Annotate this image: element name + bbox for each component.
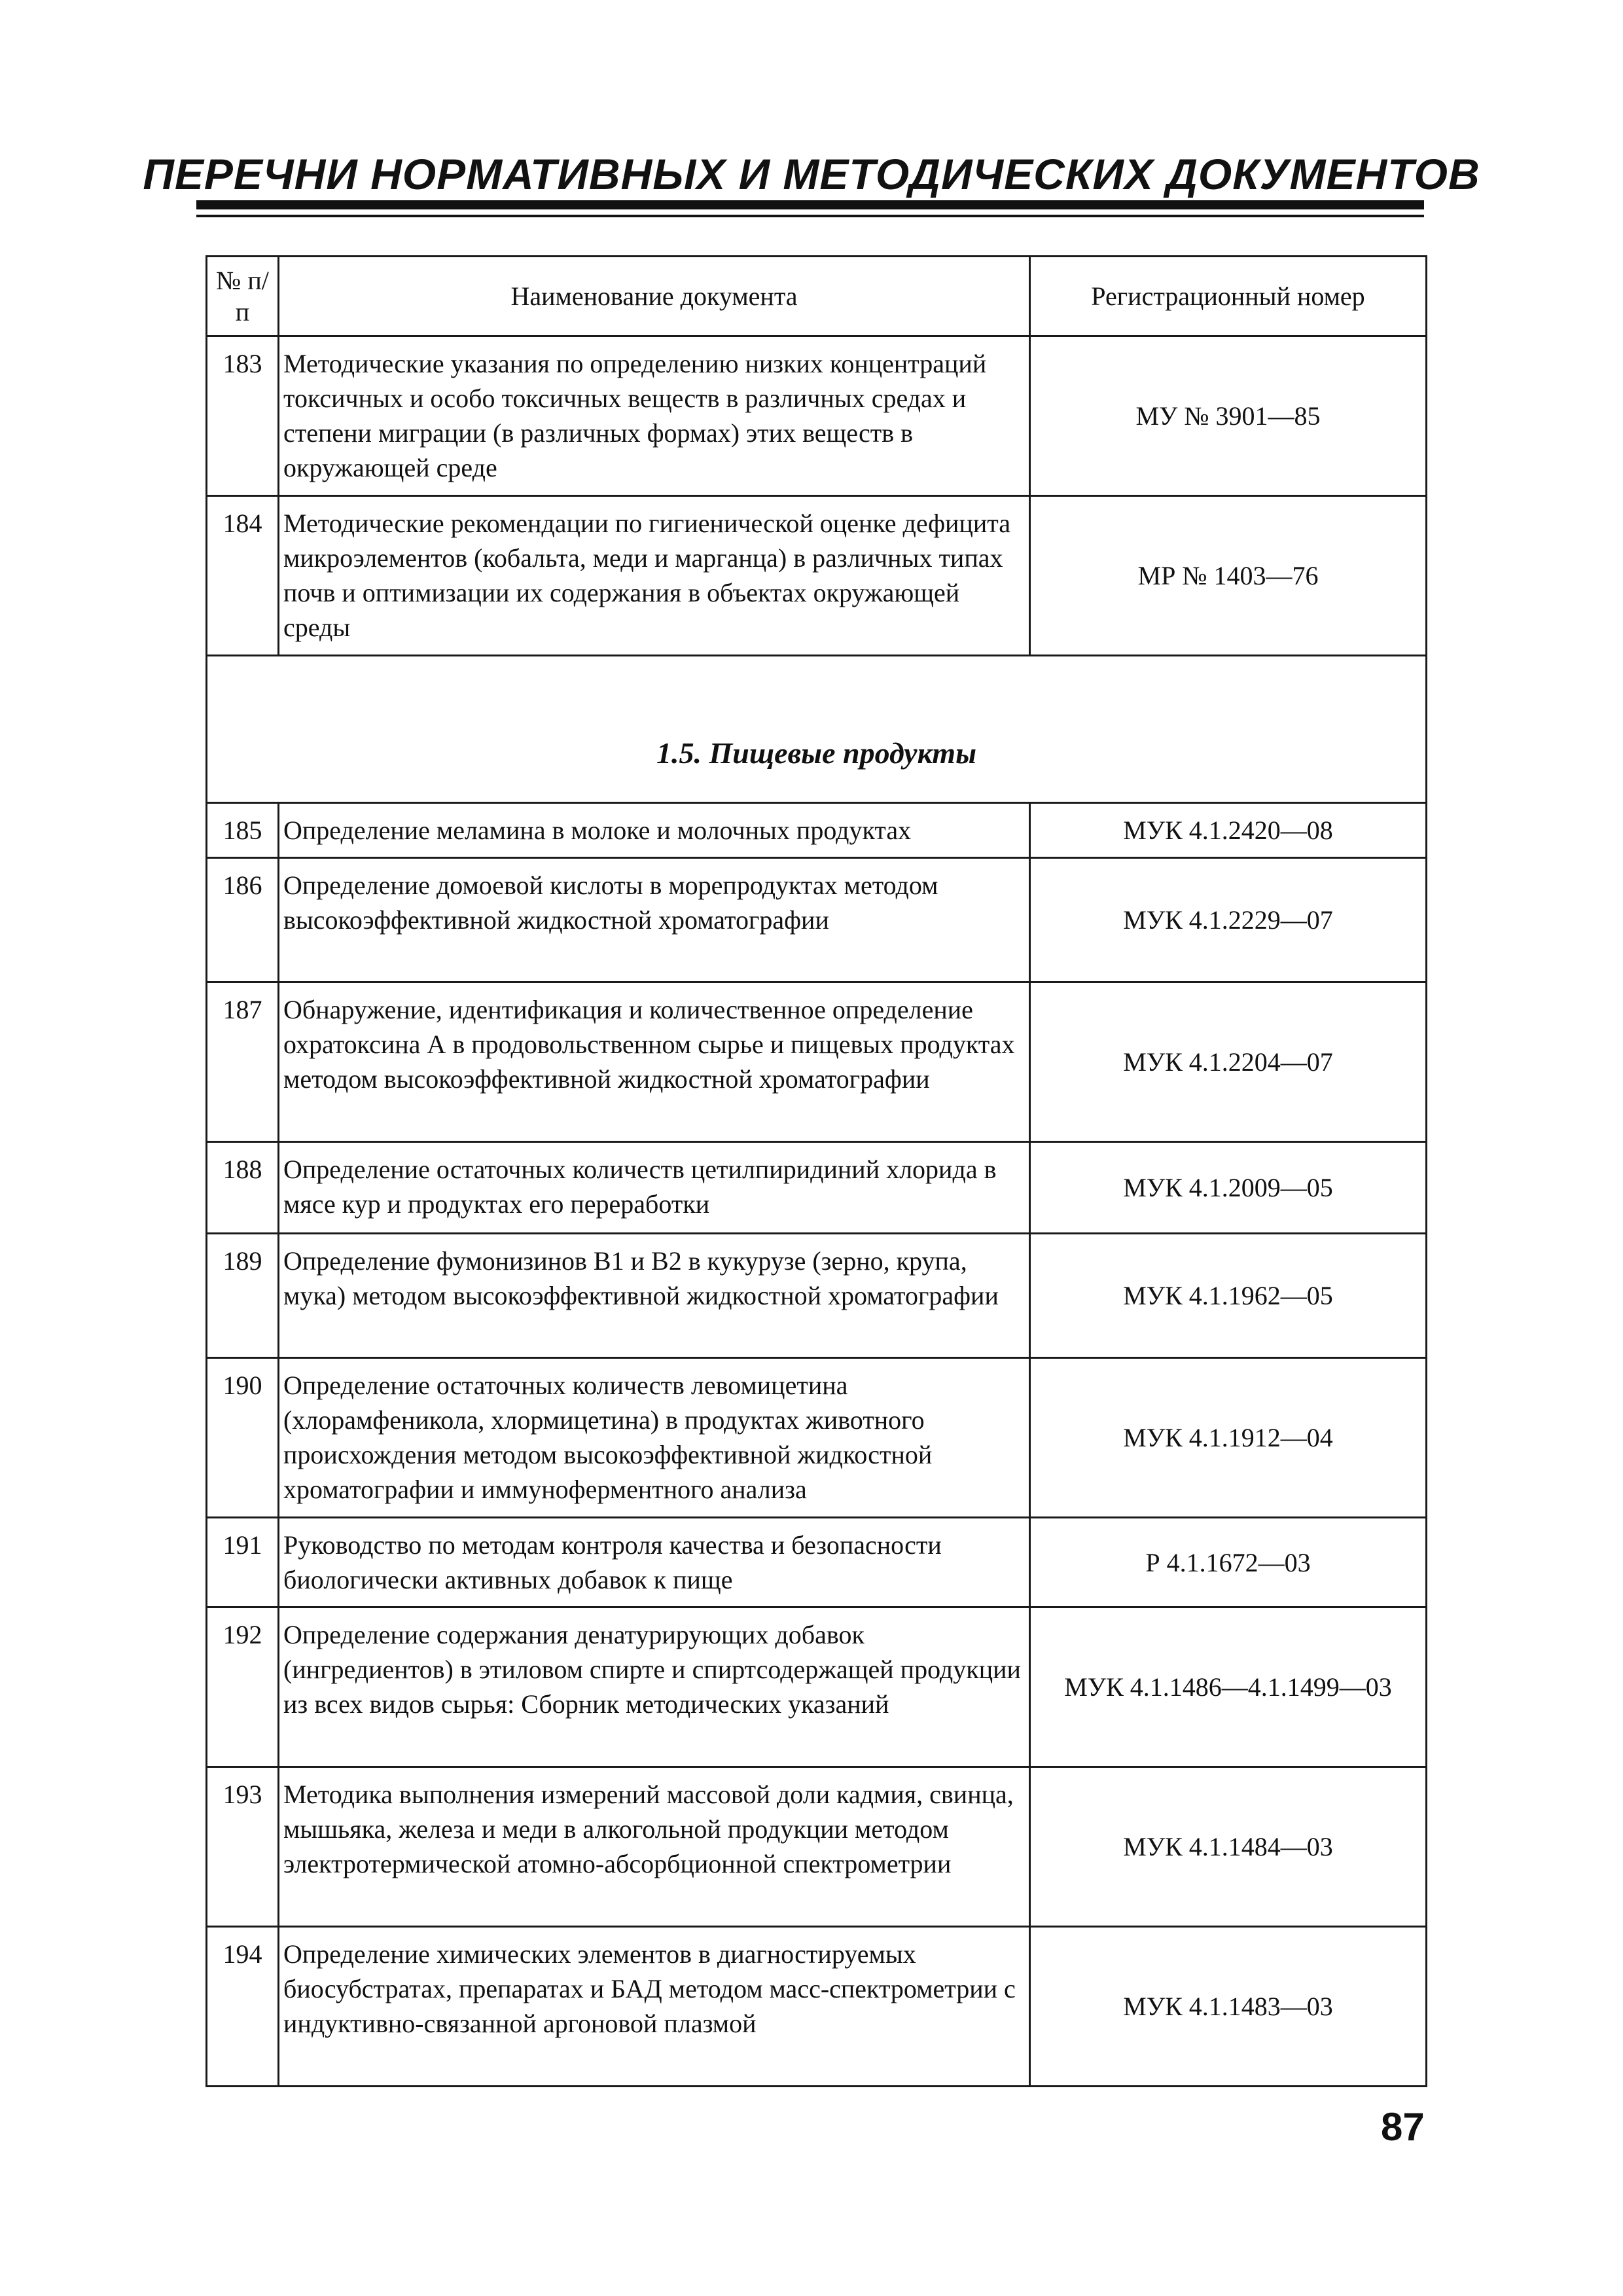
row-name: Определение фумонизинов В1 и В2 в кукурузе (зерно, крупа, мука) методом высокоэффективной жидкостной хроматографии (279, 1234, 1030, 1358)
row-num: 194 (207, 1927, 279, 2087)
rows-before-section (207, 336, 1427, 656)
title-rule-thin (196, 215, 1424, 217)
row-num: 183 (207, 336, 279, 496)
table-header-row (207, 257, 1427, 336)
row-num: 189 (207, 1234, 279, 1358)
row-reg: МР № 1403—76 (1030, 496, 1427, 656)
table-row (207, 1767, 1427, 1927)
header-name: Наименование документа (279, 257, 1030, 336)
page-number: 87 (1381, 2105, 1425, 2149)
table-row (207, 1142, 1427, 1234)
row-reg: МУК 4.1.1962—05 (1030, 1234, 1427, 1358)
row-name: Руководство по методам контроля качества и безопасности биологически активных добавок к пище (279, 1518, 1030, 1607)
row-num: 190 (207, 1358, 279, 1518)
table-row (207, 1927, 1427, 2087)
header-reg: Регистрационный номер (1030, 257, 1427, 336)
row-reg: Р 4.1.1672—03 (1030, 1518, 1427, 1607)
row-name: Определение содержания денатурирующих добавок (ингредиентов) в этиловом спирте и спиртсодержащей продукции из всех видов сырья: Сборник методических указаний (279, 1607, 1030, 1767)
row-name: Обнаружение, идентификация и количественное определение охратоксина А в продовольственном сырье и пищевых продуктах методом высокоэффективной жидкостной хроматографии (279, 982, 1030, 1142)
section-title: 1.5. Пищевые продукты (656, 736, 976, 770)
section-row (207, 656, 1427, 803)
row-num: 192 (207, 1607, 279, 1767)
row-num: 185 (207, 803, 279, 858)
row-name: Методические рекомендации по гигиенической оценке дефицита микроэлементов (кобальта, меди и марганца) в различных типах почв и оптимизации их содержания в объектах окружающей среды (279, 496, 1030, 656)
table-row (207, 336, 1427, 496)
table-row (207, 496, 1427, 656)
row-reg: МУК 4.1.1912—04 (1030, 1358, 1427, 1518)
table-row (207, 1358, 1427, 1518)
table-row (207, 1234, 1427, 1358)
rows-after-section (207, 803, 1427, 2087)
row-num: 186 (207, 858, 279, 982)
row-reg: МУК 4.1.2420—08 (1030, 803, 1427, 858)
row-num: 188 (207, 1142, 279, 1234)
page-title: ПЕРЕЧНИ НОРМАТИВНЫХ И МЕТОДИЧЕСКИХ ДОКУМЕНТОВ (143, 150, 1480, 198)
documents-table (205, 255, 1427, 2087)
row-name: Определение меламина в молоке и молочных продуктах (279, 803, 1030, 858)
row-reg: МУК 4.1.2229—07 (1030, 858, 1427, 982)
row-name: Методика выполнения измерений массовой доли кадмия, свинца, мышьяка, железа и меди в алкогольной продукции методом электротермической атомно-абсорбционной спектрометрии (279, 1767, 1030, 1927)
table-row (207, 982, 1427, 1142)
row-name: Методические указания по определению низких концентраций токсичных и особо токсичных веществ в различных средах и степени миграции (в различных формах) этих веществ в окружающей среде (279, 336, 1030, 496)
row-reg: МУК 4.1.1484—03 (1030, 1767, 1427, 1927)
row-name: Определение остаточных количеств цетилпиридиний хлорида в мясе кур и продуктах его переработки (279, 1142, 1030, 1234)
row-reg: МУК 4.1.2204—07 (1030, 982, 1427, 1142)
table-row (207, 858, 1427, 982)
row-num: 193 (207, 1767, 279, 1927)
row-reg: МУК 4.1.1486—4.1.1499—03 (1030, 1607, 1427, 1767)
row-num: 184 (207, 496, 279, 656)
row-name: Определение домоевой кислоты в морепродуктах методом высокоэффективной жидкостной хроматографии (279, 858, 1030, 982)
table-row (207, 803, 1427, 858)
row-name: Определение химических элементов в диагностируемых биосубстратах, препаратах и БАД методом масс-спектрометрии с индуктивно-связанной аргоновой плазмой (279, 1927, 1030, 2087)
row-name: Определение остаточных количеств левомицетина (хлорамфеникола, хлормицетина) в продуктах животного происхождения методом высокоэффективной жидкостной хроматографии и иммуноферментного анализа (279, 1358, 1030, 1518)
header-num: № п/п (207, 257, 279, 336)
row-reg: МУК 4.1.1483—03 (1030, 1927, 1427, 2087)
row-num: 191 (207, 1518, 279, 1607)
row-reg: МУ № 3901—85 (1030, 336, 1427, 496)
row-reg: МУК 4.1.2009—05 (1030, 1142, 1427, 1234)
table-row (207, 1607, 1427, 1767)
section-header (207, 656, 1427, 803)
row-num: 187 (207, 982, 279, 1142)
table-row (207, 1518, 1427, 1607)
title-rule-thick (196, 200, 1424, 209)
